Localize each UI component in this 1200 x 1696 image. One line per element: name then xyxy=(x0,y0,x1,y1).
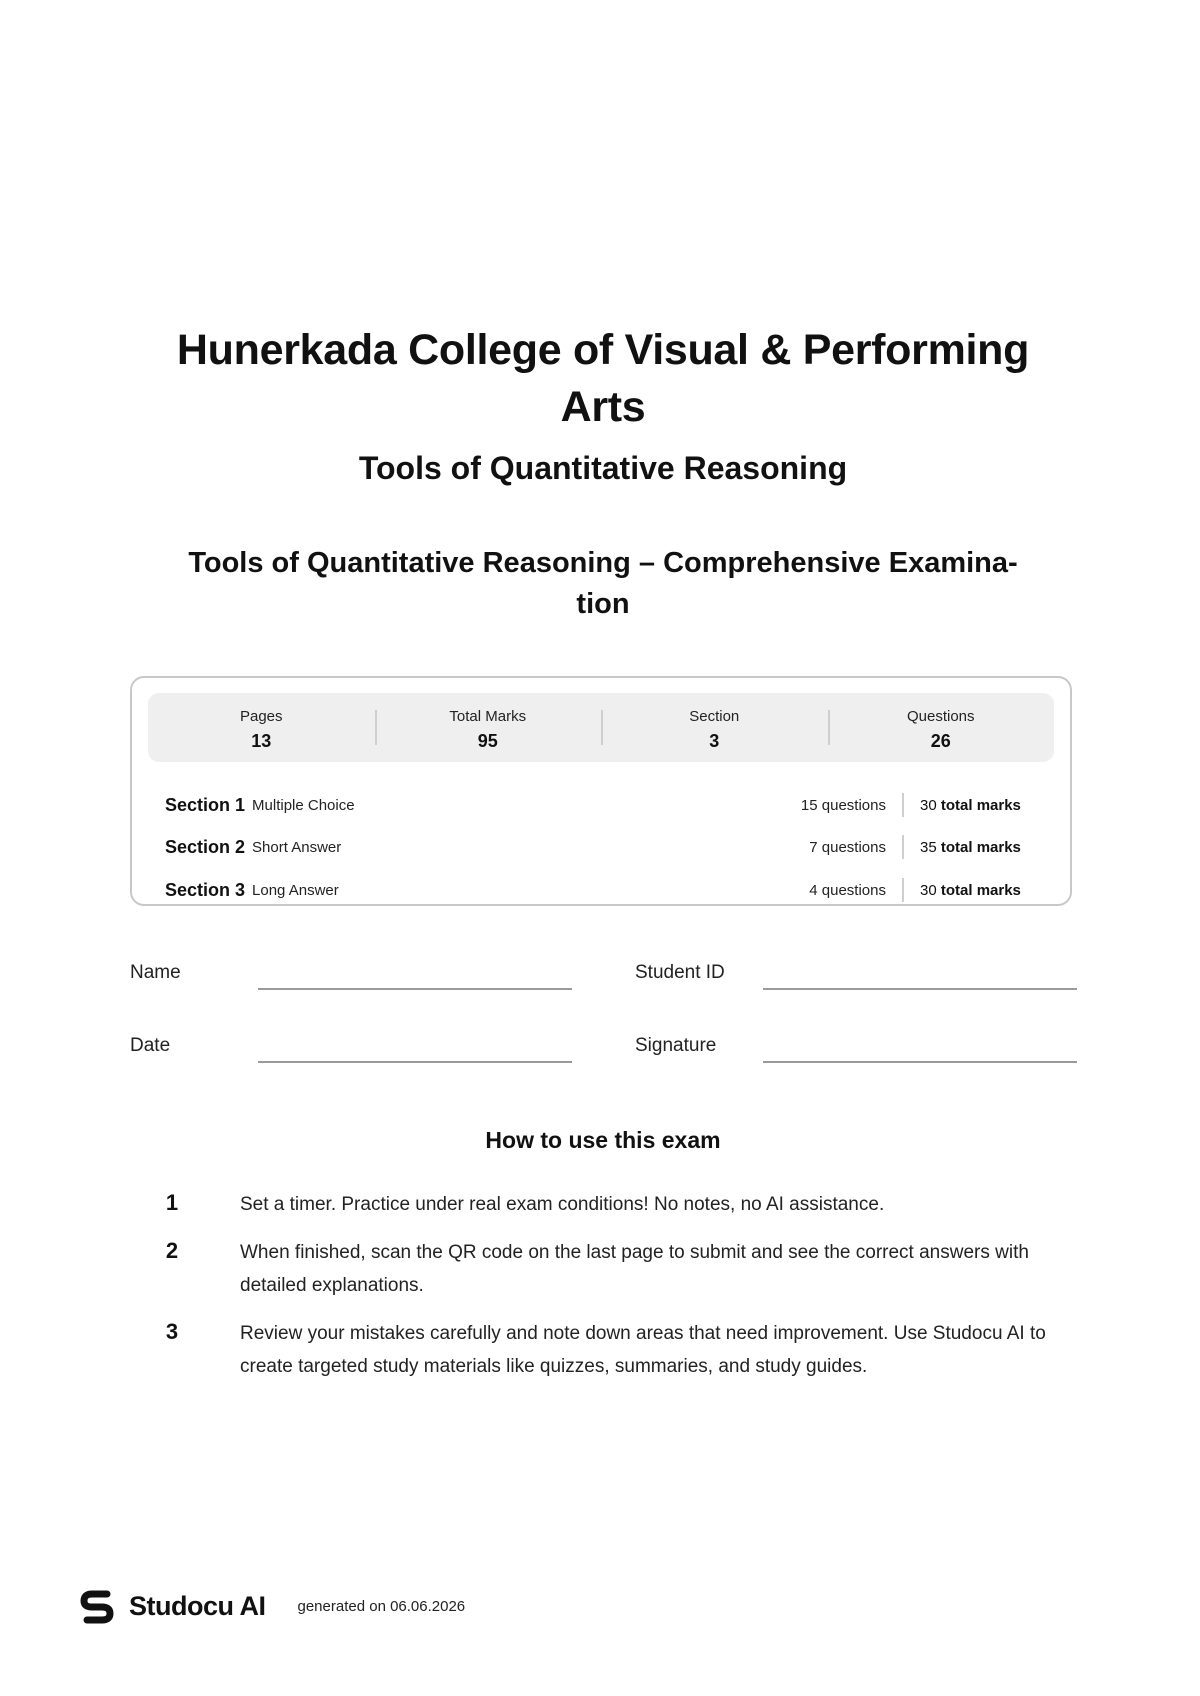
section-name: Section 2 xyxy=(165,836,246,857)
stat-label: Section xyxy=(689,708,740,725)
section-question-count: 4 questions xyxy=(809,881,886,899)
name-line[interactable] xyxy=(258,988,572,990)
student-id-field xyxy=(635,961,1077,1001)
section-marks-label: total marks xyxy=(940,881,1021,899)
generated-date: generated on 06.06.2026 xyxy=(297,1597,466,1615)
student-id-label: Student ID xyxy=(635,962,725,983)
section-type: Long Answer xyxy=(252,881,339,899)
exam-cover-page xyxy=(130,0,1076,1696)
section-question-count: 15 questions xyxy=(800,796,886,814)
course-title: Tools of Quantitative Reasoning xyxy=(358,450,848,486)
exam-stats-bar xyxy=(148,693,1054,762)
section-name: Section 1 xyxy=(165,794,246,815)
name-label: Name xyxy=(130,962,181,983)
section-type: Multiple Choice xyxy=(252,796,355,814)
stat-value: 3 xyxy=(709,731,720,751)
studocu-logo-icon xyxy=(80,1588,114,1624)
stat-label: Questions xyxy=(906,708,975,725)
section-type: Short Answer xyxy=(252,838,342,856)
stat-label: Total Marks xyxy=(449,708,527,725)
section-row-3 xyxy=(165,878,1040,902)
page-footer xyxy=(80,1586,465,1626)
step-number: 2 xyxy=(165,1238,179,1263)
exam-title-text: Tools of Quantitative Reasoning – Comprehensive Examina- tion xyxy=(188,547,1018,620)
step-number: 1 xyxy=(165,1190,179,1215)
stat-value: 13 xyxy=(251,731,272,751)
step-text: When finished, scan the QR code on the last page to submit and see the correct answers with detailed explanations. xyxy=(240,1242,1029,1296)
section-divider xyxy=(902,793,904,817)
stat-pages xyxy=(148,693,375,762)
institution-title: Hunerkada College of Visual & Performing Arts xyxy=(176,326,1030,431)
exam-summary-box xyxy=(130,676,1072,906)
section-marks-value: 30 xyxy=(920,881,937,899)
signature-line[interactable] xyxy=(763,1061,1077,1063)
section-marks xyxy=(920,797,1040,814)
section-marks-label: total marks xyxy=(940,796,1021,814)
step-number: 3 xyxy=(165,1319,179,1344)
signature-label: Signature xyxy=(635,1035,717,1056)
signature-field xyxy=(635,1034,1077,1074)
brand-name: Studocu AI xyxy=(129,1590,266,1621)
section-marks xyxy=(920,882,1040,899)
section-divider xyxy=(902,878,904,902)
section-question-count: 7 questions xyxy=(809,838,886,856)
howto-heading: How to use this exam xyxy=(485,1127,721,1153)
section-row-2 xyxy=(165,835,1040,859)
date-label: Date xyxy=(130,1035,171,1056)
stat-questions xyxy=(828,693,1055,762)
name-field xyxy=(130,961,572,1001)
section-marks-value: 30 xyxy=(920,796,937,814)
step-text: Review your mistakes carefully and note down areas that need improvement. Use Studocu AI to create targeted study materials like quizzes, summaries, and study guides. xyxy=(240,1323,1046,1377)
section-marks-label: total marks xyxy=(940,838,1021,856)
date-line[interactable] xyxy=(258,1061,572,1063)
stat-value: 26 xyxy=(930,731,951,751)
section-marks-value: 35 xyxy=(920,838,937,856)
step-text: Set a timer. Practice under real exam conditions! No notes, no AI assistance. xyxy=(240,1194,885,1215)
stat-total-marks xyxy=(375,693,602,762)
stat-label: Pages xyxy=(239,708,283,725)
section-divider xyxy=(902,835,904,859)
section-row-1 xyxy=(165,793,1040,817)
stat-value: 95 xyxy=(477,731,498,751)
date-field xyxy=(130,1034,572,1074)
stat-section xyxy=(601,693,828,762)
section-name: Section 3 xyxy=(165,879,246,900)
section-marks xyxy=(920,839,1040,856)
student-id-line[interactable] xyxy=(763,988,1077,990)
exam-title xyxy=(130,543,1076,625)
